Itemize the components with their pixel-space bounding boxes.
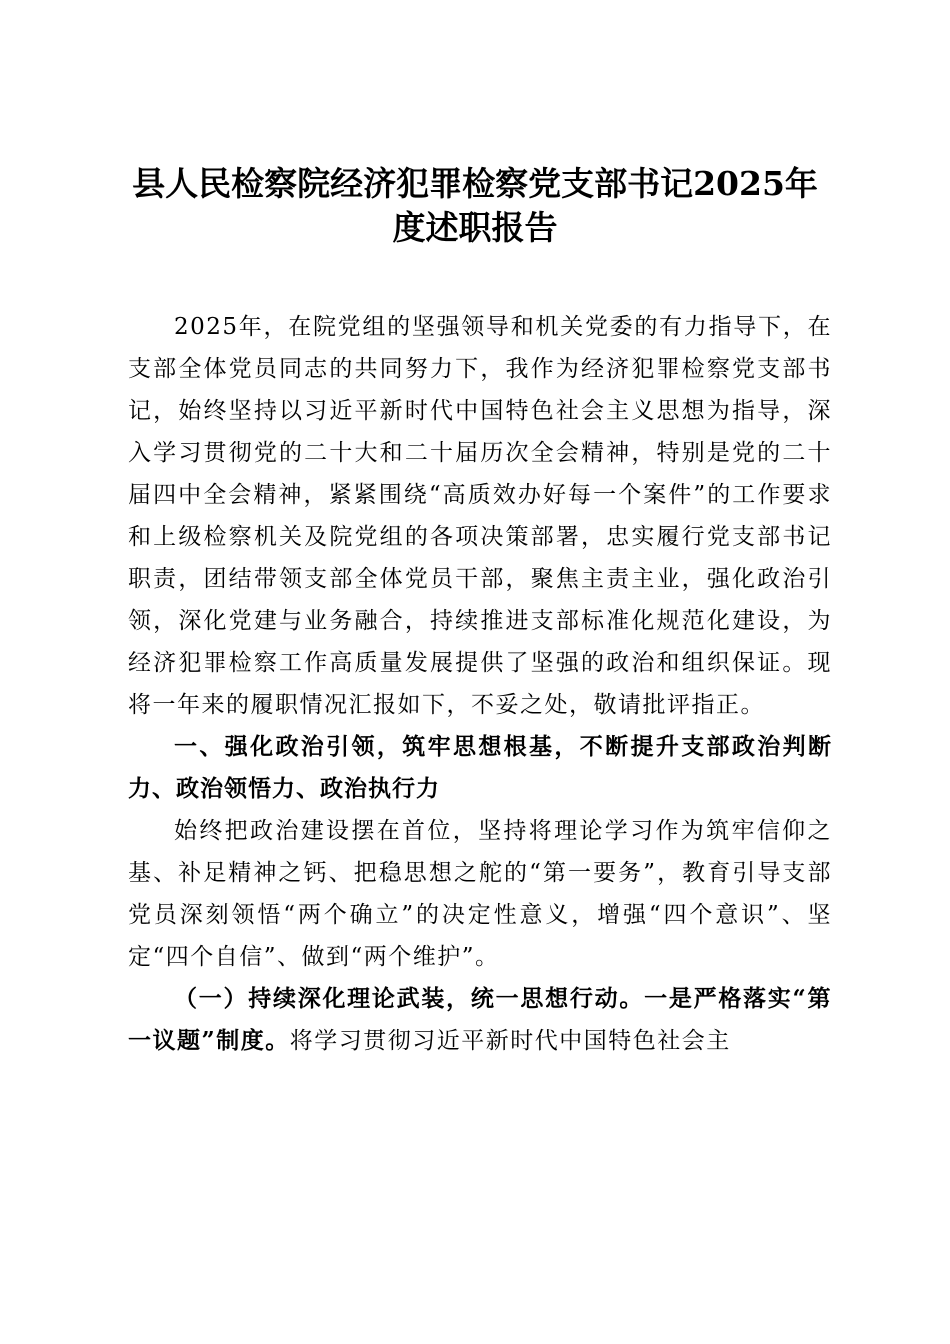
subsection-text: 将学习贯彻习近平新时代中国特色社会主 (289, 1028, 731, 1054)
subsection-heading: （一）持续深化理论武装，统一思想行动。 (174, 985, 645, 1012)
subsection-paragraph (128, 978, 832, 1062)
subsection-point-heading: 一是严格落实“第一议题”制度。 (128, 985, 833, 1054)
section-1-paragraph: 始终把政治建设摆在首位，坚持将理论学习作为筑牢信仰之基、补足精神之钙、把稳思想之舵的“第一要务”，教育引导支部党员深刻领悟“两个确立”的决定性意义，增强“四个意识”、坚定“四个自信”、做到“两个维护”。 (128, 818, 832, 970)
intro-paragraph: 2025年，在院党组的坚强领导和机关党委的有力指导下，在支部全体党员同志的共同努力下，我作为经济犯罪检察党支部书记，始终坚持以习近平新时代中国特色社会主义思想为指导，深入学习贯彻党的二十大和二十届历次全会精神，特别是党的二十届四中全会精神，紧紧围绕“高质效办好每一个案件”的工作要求和上级检察机关及院党组的各项决策部署，忠实履行党支部书记职责，团结带领支部全体党员干部，聚焦主责主业，强化政治引领，深化党建与业务融合，持续推进支部标准化规范化建设，为经济犯罪检察工作高质量发展提供了坚强的政治和组织保证。现将一年来的履职情况汇报如下，不妥之处，敬请批评指正。 (128, 314, 832, 718)
document-body (128, 306, 832, 1062)
section-heading-1: 一、强化政治引领，筑牢思想根基，不断提升支部政治判断力、政治领悟力、政治执行力 (128, 734, 832, 802)
document-title: 县人民检察院经济犯罪检察党支部书记2025年度述职报告 (132, 164, 818, 247)
